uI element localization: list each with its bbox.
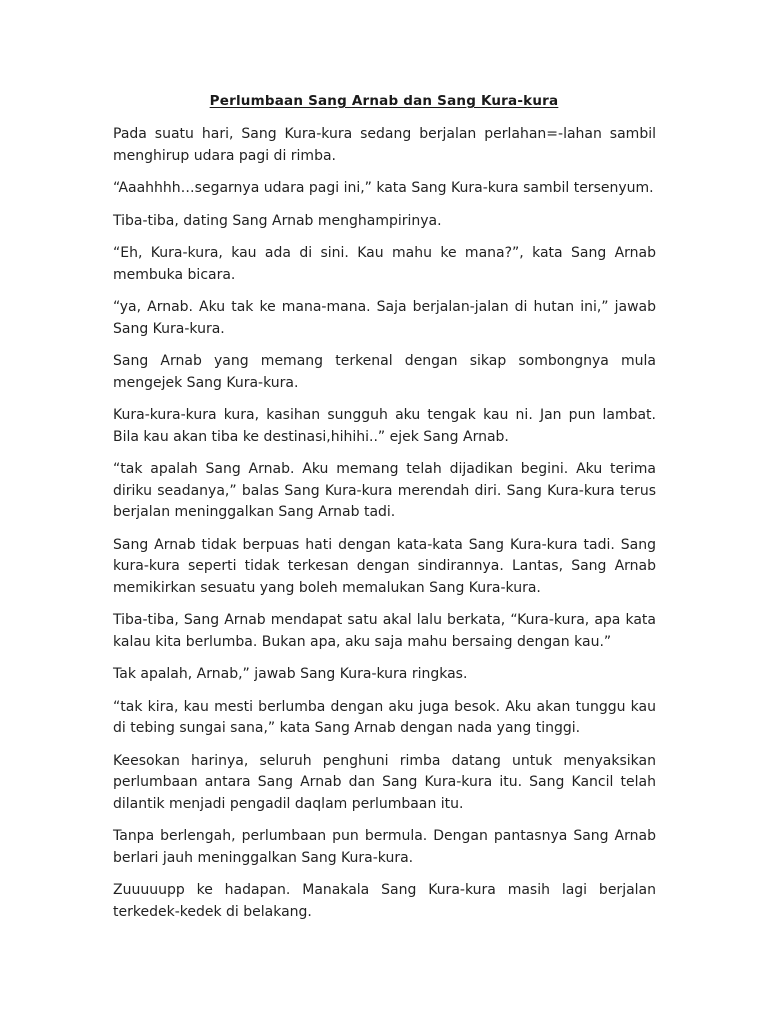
- document-body: [113, 124, 656, 934]
- paragraph-5: “ya, Arnab. Aku tak ke mana-mana. Saja berjalan-jalan di hutan ini,” jawab Sang Kura-kura.: [113, 299, 656, 337]
- paragraph-13: Keesokan harinya, seluruh penghuni rimba datang untuk menyaksikan perlumbaan antara Sang Arnab dan Sang Kura-kura itu. Sang Kancil telah dilantik menjadi pengadil daqlam perlumbaan itu.: [113, 752, 656, 812]
- paragraph-11: Tak apalah, Arnab,” jawab Sang Kura-kura ringkas.: [113, 666, 468, 682]
- paragraph-12: “tak kira, kau mesti berlumba dengan aku juga besok. Aku akan tunggu kau di tebing sungai sana,” kata Sang Arnab dengan nada yang tinggi.: [113, 698, 656, 736]
- document-title: Perlumbaan Sang Arnab dan Sang Kura-kura: [209, 93, 559, 109]
- paragraph-8: “tak apalah Sang Arnab. Aku memang telah dijadikan begini. Aku terima diriku seadanya,” balas Sang Kura-kura merendah diri. Sang Kura-kura terus berjalan meninggalkan Sang Arnab tadi.: [113, 461, 656, 520]
- paragraph-7: Kura-kura-kura kura, kasihan sungguh aku tengak kau ni. Jan pun lambat. Bila kau akan tiba ke destinasi,hihihi..” ejek Sang Arnab.: [113, 407, 656, 445]
- paragraph-3: Tiba-tiba, dating Sang Arnab menghampirinya.: [113, 212, 442, 229]
- paragraph-9: Sang Arnab tidak berpuas hati dengan kata-kata Sang Kura-kura tadi. Sang kura-kura seperti tidak terkesan dengan sindirannya. Lantas, Sang Arnab memikirkan sesuatu yang boleh memalukan Sang Kura-kura.: [113, 536, 656, 596]
- paragraph-4: “Eh, Kura-kura, kau ada di sini. Kau mahu ke mana?”, kata Sang Arnab membuka bicara.: [113, 245, 656, 283]
- paragraph-14: Tanpa berlengah, perlumbaan pun bermula. Dengan pantasnya Sang Arnab berlari jauh meninggalkan Sang Kura-kura.: [113, 828, 656, 866]
- paragraph-1: Pada suatu hari, Sang Kura-kura sedang berjalan perlahan=-lahan sambil menghirup udara pagi di rimba.: [113, 126, 656, 164]
- paragraph-2: “Aaahhhh…segarnya udara pagi ini,” kata Sang Kura-kura sambil tersenyum.: [113, 180, 654, 196]
- paragraph-15: Zuuuuupp ke hadapan. Manakala Sang Kura-kura masih lagi berjalan terkedek-kedek di belakang.: [113, 882, 656, 920]
- paragraph-10: Tiba-tiba, Sang Arnab mendapat satu akal lalu berkata, “Kura-kura, apa kata kalau kita berlumba. Bukan apa, aku saja mahu bersaing dengan kau.”: [113, 612, 656, 650]
- paragraph-6: Sang Arnab yang memang terkenal dengan sikap sombongnya mula mengejek Sang Kura-kura.: [113, 353, 656, 391]
